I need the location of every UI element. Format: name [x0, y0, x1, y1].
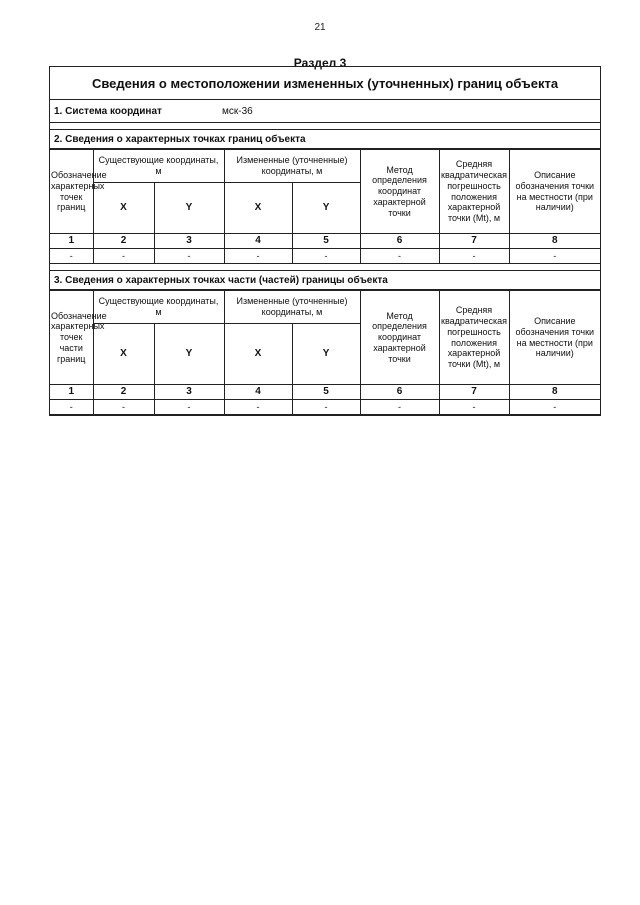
- table-cell: 1: [50, 385, 93, 400]
- table-cell: -: [154, 249, 224, 264]
- col-existing-coords: Существующие координаты, м: [93, 291, 224, 324]
- table-cell: -: [50, 249, 93, 264]
- table-cell: 4: [224, 234, 292, 249]
- table-cell: 1: [50, 234, 93, 249]
- table-cell: 7: [439, 234, 509, 249]
- table-header-row: [50, 150, 600, 183]
- col-error: Средняя квадратическая погрешность положения характерной точки (Mt), м: [439, 291, 509, 385]
- col-description: Описание обозначения точки на местности (при наличии): [509, 291, 600, 385]
- table-cell: 7: [439, 385, 509, 400]
- column-number-row: [50, 234, 600, 249]
- table-cell: 8: [509, 234, 600, 249]
- spacer: [50, 123, 600, 130]
- coordinate-system-label: 1. Система координат: [54, 105, 162, 117]
- table-row: [50, 249, 600, 264]
- table2-heading: 2. Сведения о характерных точках границ объекта: [50, 130, 600, 149]
- table-cell: -: [224, 249, 292, 264]
- table-cell: -: [93, 249, 154, 264]
- col-existing-coords: Существующие координаты, м: [93, 150, 224, 183]
- col-existing-x: X: [93, 183, 154, 234]
- table-cell: -: [439, 249, 509, 264]
- table-cell: 2: [93, 234, 154, 249]
- main-title: Сведения о местоположении измененных (уточненных) границ объекта: [50, 67, 600, 100]
- table-cell: -: [292, 400, 360, 415]
- table-cell: -: [292, 249, 360, 264]
- table-cell: -: [360, 249, 439, 264]
- coordinate-system-row: [50, 100, 600, 123]
- table-cell: 5: [292, 234, 360, 249]
- table-cell: -: [509, 400, 600, 415]
- col-error: Средняя квадратическая погрешность положения характерной точки (Mt), м: [439, 150, 509, 234]
- table-cell: 3: [154, 385, 224, 400]
- col-point-designation: Обозначение характерных точек границ: [50, 150, 93, 234]
- table-cell: -: [509, 249, 600, 264]
- table2: [50, 149, 600, 264]
- col-changed-y: Y: [292, 183, 360, 234]
- col-point-designation: Обозначение характерных точек части границ: [50, 291, 93, 385]
- table-cell: 6: [360, 385, 439, 400]
- table-cell: 3: [154, 234, 224, 249]
- col-changed-coords: Измененные (уточненные) координаты, м: [224, 150, 360, 183]
- col-changed-x: X: [224, 183, 292, 234]
- section-title: Раздел 3: [293, 56, 347, 70]
- boundary-sheet: [49, 66, 601, 416]
- table-row: [50, 400, 600, 415]
- coordinate-system-value: мск-36: [222, 105, 253, 117]
- table-cell: 4: [224, 385, 292, 400]
- table3: [50, 290, 600, 415]
- col-method: Метод определения координат характерной точки: [360, 150, 439, 234]
- spacer: [50, 264, 600, 271]
- table-cell: -: [50, 400, 93, 415]
- table-cell: 6: [360, 234, 439, 249]
- column-number-row: [50, 385, 600, 400]
- col-changed-y: Y: [292, 324, 360, 385]
- table-cell: -: [154, 400, 224, 415]
- col-description: Описание обозначения точки на местности (при наличии): [509, 150, 600, 234]
- table-header-row: [50, 291, 600, 324]
- page-number: 21: [314, 22, 326, 33]
- col-existing-y: Y: [154, 183, 224, 234]
- table-cell: -: [93, 400, 154, 415]
- col-existing-y: Y: [154, 324, 224, 385]
- table-cell: -: [439, 400, 509, 415]
- col-method: Метод определения координат характерной точки: [360, 291, 439, 385]
- table-cell: -: [224, 400, 292, 415]
- col-changed-coords: Измененные (уточненные) координаты, м: [224, 291, 360, 324]
- col-changed-x: X: [224, 324, 292, 385]
- table-cell: 2: [93, 385, 154, 400]
- table-cell: -: [360, 400, 439, 415]
- table-cell: 5: [292, 385, 360, 400]
- table3-heading: 3. Сведения о характерных точках части (частей) границы объекта: [50, 271, 600, 290]
- table-cell: 8: [509, 385, 600, 400]
- col-existing-x: X: [93, 324, 154, 385]
